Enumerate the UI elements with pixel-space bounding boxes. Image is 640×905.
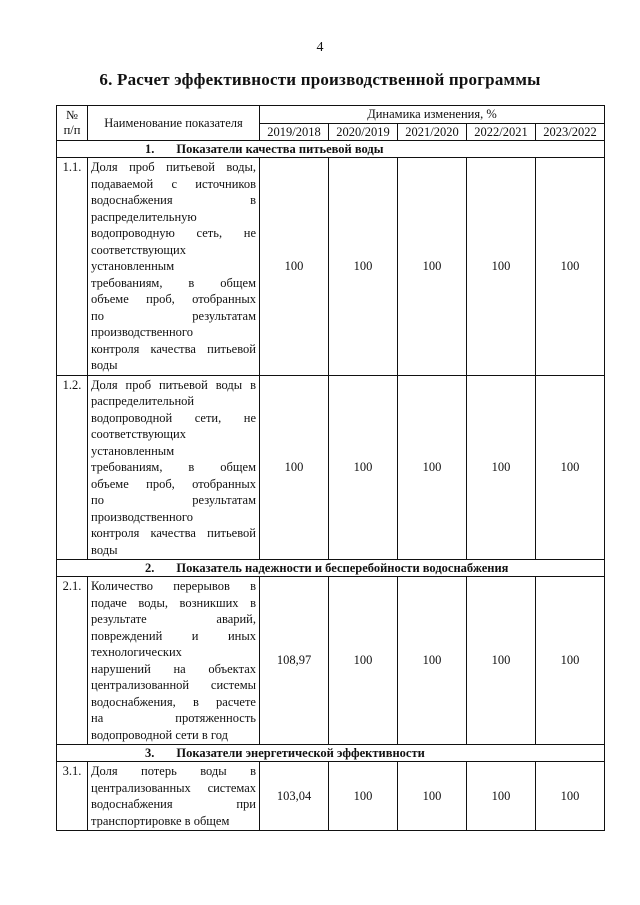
value-cell: 100: [398, 375, 467, 560]
value-cell: 100: [467, 762, 536, 831]
row-number: 3.1.: [57, 762, 88, 831]
indicator-name-line: контроля качества питьевой: [91, 341, 256, 356]
section-heading: [57, 745, 605, 762]
table-row: [57, 375, 605, 560]
table-row: [57, 762, 605, 831]
header-period: 2021/2020: [398, 124, 467, 141]
value-cell: 100: [536, 158, 605, 376]
indicator-name-line: повреждений и иных: [91, 628, 256, 643]
value-cell: 100: [260, 158, 329, 376]
indicator-name-line: транспортировке в общем: [91, 813, 230, 828]
section-number: 1.: [145, 141, 155, 156]
row-number: 1.1.: [57, 158, 88, 376]
indicator-name: [88, 762, 260, 831]
indicator-name: [88, 375, 260, 560]
table-row: [57, 158, 605, 376]
section-number: 2.: [145, 560, 155, 575]
indicator-name-line: установленным: [91, 259, 175, 273]
indicator-name-line: водоснабжения в: [91, 193, 256, 207]
section-title: Показатели энергетической эффективности: [176, 745, 425, 760]
section-row: [57, 560, 605, 577]
header-num-line1: №: [66, 108, 78, 122]
indicator-name-line: контроля качества питьевой: [91, 526, 256, 540]
value-cell: 100: [260, 375, 329, 560]
header-name: Наименование показателя: [88, 106, 260, 141]
indicator-name-line: Доля проб питьевой воды,: [91, 160, 256, 174]
indicator-name-line: водопроводную сеть, не: [91, 226, 256, 240]
value-cell: 100: [398, 762, 467, 831]
value-cell: 100: [329, 158, 398, 376]
indicator-name-line: требованиям, в общем: [91, 460, 256, 474]
indicator-name-line: водопроводной сети, не: [91, 410, 256, 425]
indicator-name-line: на протяженность: [91, 711, 256, 725]
indicator-name-line: водоснабжения при: [91, 797, 256, 811]
section-heading: [57, 141, 605, 158]
indicator-name: [88, 158, 260, 376]
indicator-name-line: установленным: [91, 443, 175, 458]
header-num-line2: п/п: [63, 123, 81, 137]
section-number: 3.: [145, 745, 155, 760]
value-cell: 103,04: [260, 762, 329, 831]
value-cell: 100: [398, 158, 467, 376]
indicator-name-line: распределительную: [91, 209, 197, 224]
indicator-name-line: водоснабжения, в расчете: [91, 694, 256, 709]
value-cell: 100: [467, 375, 536, 560]
value-cell: 100: [398, 577, 467, 745]
indicator-name-line: производственного: [91, 325, 193, 339]
indicator-name-line: по результатам: [91, 308, 256, 323]
header-period: 2022/2021: [467, 124, 536, 141]
row-number: 1.2.: [57, 375, 88, 560]
indicator-name-line: результате аварий,: [91, 612, 256, 626]
indicator-name-line: воды: [91, 542, 118, 557]
value-cell: 100: [329, 762, 398, 831]
indicator-name-line: распределительной: [91, 394, 195, 408]
indicator-name-line: технологических: [91, 645, 182, 659]
section-heading: [57, 560, 605, 577]
value-cell: 100: [536, 375, 605, 560]
indicator-name-line: объеме проб, отобранных: [91, 292, 256, 306]
header-period: 2019/2018: [260, 124, 329, 141]
indicator-name-line: централизованной системы: [91, 678, 256, 692]
value-cell: 100: [329, 577, 398, 745]
section-title: Показатели качества питьевой воды: [176, 141, 384, 156]
indicator-name-line: нарушений на объектах: [91, 661, 256, 676]
header-dynamics: Динамика изменения, %: [260, 106, 605, 124]
value-cell: 108,97: [260, 577, 329, 745]
indicator-name-line: производственного: [91, 509, 193, 524]
indicator-name-line: требованиям, в общем: [91, 275, 256, 290]
indicator-name-line: водопроводной сети в год: [91, 727, 228, 742]
section-title: Показатель надежности и бесперебойности водоснабжения: [176, 560, 509, 575]
value-cell: 100: [536, 577, 605, 745]
indicator-name-line: по результатам: [91, 493, 256, 507]
indicator-name-line: объеме проб, отобранных: [91, 476, 256, 491]
page-title: 6. Расчет эффективности производственной программы: [99, 70, 541, 89]
section-row: [57, 745, 605, 762]
value-cell: 100: [536, 762, 605, 831]
indicator-name-line: Доля потерь воды в: [91, 764, 256, 778]
section-row: [57, 141, 605, 158]
value-cell: 100: [329, 375, 398, 560]
indicator-name-line: соответствующих: [91, 427, 186, 441]
header-period: 2023/2022: [536, 124, 605, 141]
value-cell: 100: [467, 577, 536, 745]
header-period: 2020/2019: [329, 124, 398, 141]
indicator-name-line: соответствующих: [91, 242, 186, 257]
indicator-name-line: подаваемой с источников: [91, 176, 256, 191]
indicator-name: [88, 577, 260, 745]
header-num: [57, 106, 88, 141]
indicator-name-line: централизованных системах: [91, 780, 256, 795]
value-cell: 100: [467, 158, 536, 376]
indicator-name-line: подаче воды, возникших в: [91, 595, 256, 610]
indicator-name-line: воды: [91, 358, 118, 372]
indicator-name-line: Количество перерывов в: [91, 579, 256, 593]
efficiency-table: [56, 105, 605, 831]
indicator-name-line: Доля проб питьевой воды в: [91, 377, 256, 392]
table-row: [57, 577, 605, 745]
page-number: 4: [316, 40, 324, 55]
row-number: 2.1.: [57, 577, 88, 745]
